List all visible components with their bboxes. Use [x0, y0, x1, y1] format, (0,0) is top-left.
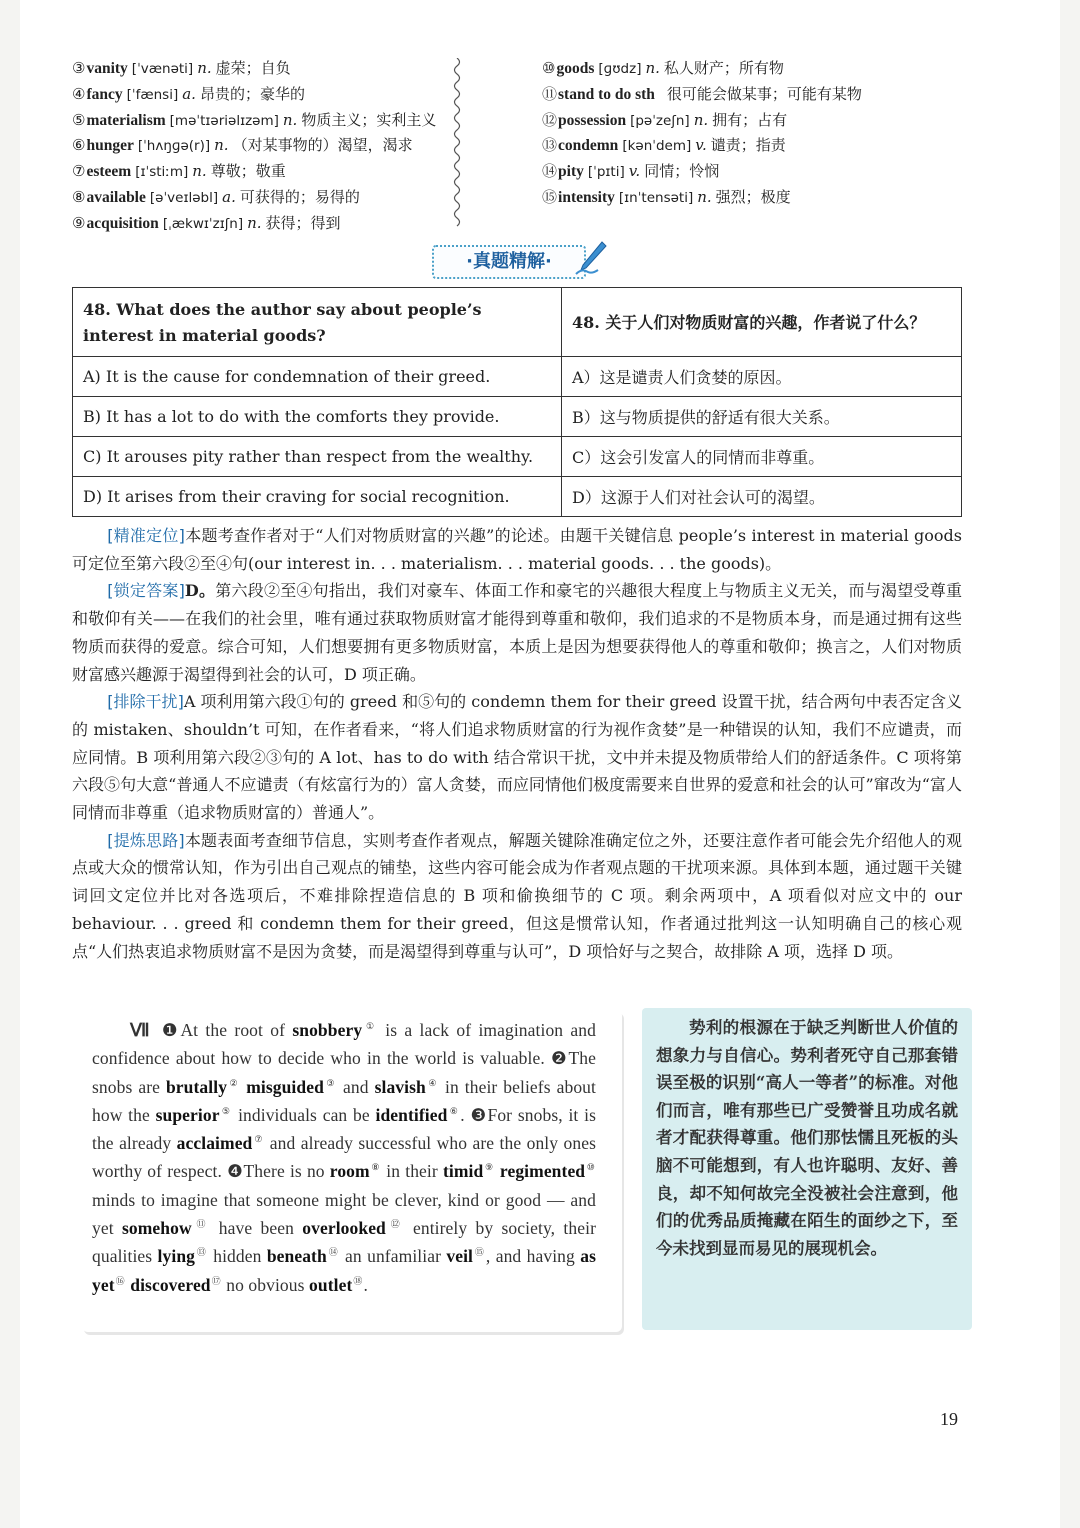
vocab-meaning: 虚荣；自负 [215, 59, 291, 77]
vocabulary-column-right [542, 56, 962, 211]
passage-fragment: entirely by society, their qualities [92, 1218, 597, 1267]
vocab-word: acquisition [86, 214, 159, 232]
passage-fragment: and [337, 1076, 375, 1097]
option-en: D) It arises from their craving for social recognition. [73, 477, 562, 517]
key-word: beneath [266, 1246, 327, 1267]
analysis-paragraph [72, 522, 962, 577]
vocab-number: ④ [72, 84, 86, 103]
option-row [73, 477, 962, 517]
passage-fragment: have been [210, 1218, 303, 1239]
option-row [73, 437, 962, 477]
vocab-pos: n. [247, 213, 262, 232]
passage-fragment: in their beliefs about how the [92, 1076, 596, 1125]
analysis-text: 第六段②至④句指出，我们对豪车、体面工作和豪宅的兴趣很大程度上与物质主义无关，而与渴望受尊重和敬仰有关——在我们的社会里，唯有通过获取物质财富才能得到尊重和敬仰，我们追求的不是物质本身，而是通过拥有这些物质而获得的爱意。综合可知，人们想要拥有更多物质财富，本质上是因为想要获得他人的尊重和敬仰；换言之，人们对物质财富感兴趣源于渴望得到社会的认可，D 项正确。 [72, 581, 962, 684]
vocab-pos: n. [697, 187, 712, 206]
option-en: B) It has a lot to do with the comforts they provide. [73, 397, 562, 437]
vocab-pos: a. [222, 187, 236, 206]
vocabulary-item [542, 159, 962, 185]
option-zh: D）这源于人们对社会认可的渴望。 [562, 477, 962, 517]
word-index: ③ [324, 1077, 337, 1088]
key-word: outlet [309, 1274, 353, 1295]
analysis-tag: [锁定答案] [107, 581, 185, 601]
vocab-word: stand to do sth [558, 85, 655, 103]
vocab-word: materialism [86, 111, 166, 129]
vocab-meaning: 昂贵的；豪华的 [199, 84, 305, 103]
analysis-section [72, 522, 962, 965]
analysis-tag: [排除干扰] [107, 692, 184, 712]
option-en: C) It arouses pity rather than respect from the wealthy. [73, 437, 562, 477]
vocab-phonetic: [kənˈdem] [622, 138, 692, 155]
word-index: ⑨ [484, 1162, 494, 1173]
vocab-word: intensity [558, 188, 615, 206]
translation-text [656, 1014, 958, 1262]
passage-box [82, 1010, 622, 1332]
analysis-text: 本题表面考查细节信息，实则考查作者观点，解题关键除准确定位之外，还要注意作者可能会先介绍他人的观点或大众的惯常认知，作为引出自己观点的铺垫，这些内容可能会成为作者观点题的干扰项来源。具体到本题，通过题干关键词回文定位并比对各选项后，不难排除捏造信息的 B 项和偷换细节的 C 项。剩余两项中，A 项看似对应文中的 our behaviour. . . greed 和 condemn them for their greed，但这是惯常认知，作者通过批判这一认知明确自己的核心观点“人们热衷追求物质财富不是因为贪婪，而是渴望得到尊重与认可”，D 项恰好与之契合，故排除 A 项，选择 D 项。 [72, 830, 962, 961]
key-word: veil [446, 1246, 474, 1267]
vocab-phonetic: [ˈhʌŋɡə(r)] [137, 138, 211, 155]
vocabulary-item [72, 82, 512, 108]
vocab-number: ⑦ [72, 162, 86, 181]
passage-fragment: individuals can be [232, 1104, 376, 1125]
vocabulary-item [72, 108, 512, 134]
vocab-pos: n. [645, 59, 660, 77]
word-index: ④ [426, 1077, 439, 1088]
vocab-number: ⑧ [72, 187, 86, 206]
vocab-phonetic: [ˈvænəti] [131, 61, 194, 77]
word-index: ⑥ [448, 1105, 460, 1116]
analysis-paragraph [72, 827, 962, 966]
vocab-number: ⑤ [72, 110, 86, 129]
key-word: slavish [374, 1076, 426, 1097]
vocabulary-item [542, 108, 962, 134]
vocab-pos: n. [197, 59, 212, 77]
analysis-tag: [提炼思路] [107, 830, 185, 850]
vocab-phonetic: [məˈtɪəriəlɪzəm] [169, 112, 279, 129]
question-en: 48. What does the author say about people’s interest in material goods? [73, 288, 562, 357]
word-index: ⑰ [211, 1275, 221, 1286]
passage-fragment: minds to imagine that someone might be clever, kind or good — and yet [92, 1189, 596, 1239]
word-index: ⑯ [115, 1275, 125, 1286]
vocab-word: available [86, 188, 146, 206]
option-row [73, 397, 962, 437]
vocab-phonetic: [pəˈzeʃn] [630, 112, 690, 129]
vocab-pos: v. [695, 136, 707, 155]
key-word: room [329, 1161, 370, 1182]
vocab-pos: n. [214, 136, 229, 155]
word-index: ⑧ [370, 1162, 381, 1173]
question-table [72, 287, 962, 517]
vocab-phonetic: [ɡʊdz] [598, 61, 642, 77]
vocab-word: pity [558, 163, 584, 181]
answer-letter: D。 [184, 581, 216, 601]
analysis-paragraph [72, 688, 962, 827]
vocab-phonetic: [ɪnˈtensəti] [618, 189, 694, 206]
sentence-number: ❸ [470, 1104, 488, 1125]
key-word: snobbery [292, 1020, 363, 1040]
word-index: ② [228, 1077, 240, 1088]
key-word: as yet [92, 1246, 596, 1295]
passage-fragment: The snobs are [92, 1048, 596, 1097]
vocab-phonetic: [ɪˈstiːm] [135, 164, 189, 181]
vocab-number: ⑥ [72, 136, 86, 155]
vocab-number: ⑬ [542, 136, 558, 155]
vocab-meaning: 同情；怜悯 [644, 162, 720, 181]
key-word: superior [155, 1104, 220, 1125]
key-word: acclaimed [176, 1133, 253, 1154]
passage-fragment: is a lack of imagination and confidence about how to decide who in the world is valuable. [92, 1020, 597, 1069]
vocab-meaning: 私人财产；所有物 [663, 59, 784, 77]
option-en: A) It is the cause for condemnation of their greed. [73, 357, 562, 397]
translation-box [642, 1008, 972, 1330]
key-word: brutally [165, 1076, 228, 1097]
analysis-paragraph [72, 577, 962, 688]
vocab-meaning: 拥有；占有 [712, 110, 788, 129]
vocab-meaning: 物质主义；实利主义 [301, 110, 437, 129]
vocab-word: possession [558, 111, 627, 129]
vocab-word: goods [556, 60, 595, 77]
passage-fragment: For snobs, it is the already [92, 1104, 596, 1154]
vocab-word: vanity [86, 60, 128, 77]
vocab-pos: n. [282, 110, 298, 129]
vocab-pos: v. [628, 162, 641, 181]
passage-fragment: in their [381, 1161, 443, 1182]
analysis-text: 本题考查作者对于“人们对物质财富的兴趣”的论述。由题干关键信息 people’s interest in material goods 可定位至第六段②至④句(our interest in. . . materialism. . . material goods. . . the goods)。 [72, 526, 962, 573]
passage-fragment: . [363, 1274, 368, 1295]
vocab-number: ③ [72, 59, 86, 77]
translation-paragraph: 势利的根源在于缺乏判断世人价值的想象力与自信心。势利者死守自己那套错误至极的识别“高人一等者”的标准。对他们而言，唯有那些已广受赞誉且功成名就者才配获得尊重。他们那怯懦且死板的头脑不可能想到，有人也许聪明、友好、善良，却不知何故完全没被社会注意到，他们的优秀品质掩藏在陌生的面纱之下，至今未找到显而易见的展现机会。 [656, 1018, 958, 1258]
vocabulary-item [72, 56, 512, 82]
word-index: ⑫ [386, 1219, 404, 1230]
vocab-meaning: 强烈；极度 [715, 187, 791, 206]
vocab-meaning: （对某事物的）渴望，渴求 [232, 136, 413, 155]
vocab-number: ⑪ [542, 84, 558, 103]
key-word: timid [442, 1161, 484, 1182]
passage-fragment: hidden [207, 1246, 267, 1267]
word-index: ⑬ [196, 1247, 207, 1258]
passage-fragment: , and having [485, 1246, 581, 1267]
sentence-number: ❶ [161, 1020, 181, 1040]
word-index: ⑭ [327, 1247, 339, 1258]
word-index: ① [363, 1021, 377, 1031]
vocab-pos: n. [693, 110, 709, 129]
vocabulary-item [542, 82, 962, 108]
option-zh: C）这会引发富人的同情而非尊重。 [562, 437, 962, 477]
analysis-text: A 项利用第六段①句的 greed 和⑤句的 condemn them for their greed 设置干扰，结合两句中表否定含义的 mistaken、shouldn’t 可知，在作者看来，“将人们追求物质财富的行为视作贪婪”是一种错误的认知，我们不应谴责，而应同情。B 项利用第六段②③句的 A lot、has to do with 结合常识干扰，文中并未提及物质带给人们的舒适条件。C 项将第六段⑤句大意“普通人不应谴责（有炫富行为的）富人贪婪，而应同情他们极度需要来自世界的爱意和社会的认可”窜改为“富人同情而非尊重（追求物质财富的）普通人”。 [72, 692, 962, 823]
section-title: ·真题精解· [432, 245, 586, 279]
passage-fragment: At the root of [180, 1020, 293, 1040]
word-index: ⑪ [192, 1219, 210, 1230]
word-index: ⑩ [586, 1162, 595, 1173]
key-word: identified [375, 1104, 448, 1125]
passage-fragment: There is no [243, 1161, 330, 1182]
word-index: ⑮ [474, 1247, 485, 1258]
vocab-number: ⑭ [542, 162, 558, 181]
vocab-phonetic: [ˈpɪti] [587, 164, 625, 181]
vocab-meaning: 可获得的；易得的 [239, 187, 360, 206]
vocab-meaning: 谴责；指责 [710, 136, 786, 155]
passage-fragment: . [460, 1104, 465, 1125]
option-row [73, 357, 962, 397]
vocab-number: ⑫ [542, 110, 558, 129]
key-word: misguided [246, 1076, 324, 1097]
vocab-phonetic: [ˈfænsi] [126, 86, 179, 103]
vocab-word: hunger [86, 137, 134, 155]
question-zh: 48. 关于人们对物质财富的兴趣，作者说了什么？ [562, 288, 962, 357]
page-number: 19 [940, 1409, 958, 1429]
vocab-phonetic: [əˈveɪləbl] [149, 189, 219, 206]
vocab-meaning: 获得；得到 [265, 213, 341, 232]
vocab-phonetic: [ˌækwɪˈzɪʃn] [162, 215, 244, 232]
vocab-number: ⑨ [72, 213, 86, 232]
key-word: lying [157, 1246, 196, 1267]
key-word: regimented [499, 1161, 586, 1182]
option-zh: B）这与物质提供的舒适有很大关系。 [562, 397, 962, 437]
analysis-tag: [精准定位] [107, 526, 185, 545]
vocab-word: condemn [558, 137, 619, 155]
sentence-number: ❹ [227, 1161, 244, 1182]
passage-fragment: an unfamiliar [339, 1246, 447, 1267]
vocab-meaning: 很可能会做某事；可能有某物 [666, 84, 862, 103]
vocabulary-item [72, 133, 512, 159]
key-word: discovered [130, 1274, 211, 1295]
vocab-word: esteem [86, 163, 132, 181]
word-index: ⑱ [353, 1275, 363, 1286]
word-index: ⑤ [220, 1105, 232, 1116]
vocabulary-item [72, 159, 512, 185]
wavy-divider [451, 58, 463, 228]
vocabulary-item [542, 133, 962, 159]
vocabulary-item [72, 185, 512, 211]
vocabulary-item [542, 185, 962, 211]
pen-icon [572, 240, 608, 278]
key-word: somehow [121, 1218, 192, 1239]
word-index: ⑦ [253, 1134, 264, 1145]
vocab-number: ⑮ [542, 187, 558, 206]
key-word: overlooked [302, 1218, 386, 1239]
paragraph-number: Ⅶ [127, 1020, 153, 1040]
vocab-pos: a. [182, 84, 196, 103]
question-row [73, 288, 962, 357]
passage-fragment: no obvious [221, 1274, 310, 1295]
vocab-number: ⑩ [542, 59, 556, 77]
vocab-word: fancy [86, 85, 123, 103]
vocab-meaning: 尊敬；敬重 [210, 162, 286, 181]
vocab-pos: n. [192, 162, 207, 181]
sentence-number: ❷ [551, 1048, 569, 1069]
vocabulary-column-left [72, 56, 512, 237]
passage-fragment: and already successful who are the only ones worthy of respect. [92, 1133, 596, 1182]
vocabulary-item [542, 56, 962, 82]
vocabulary-item [72, 211, 512, 237]
option-zh: A）这是谴责人们贪婪的原因。 [562, 357, 962, 397]
passage-text [92, 1016, 596, 1299]
